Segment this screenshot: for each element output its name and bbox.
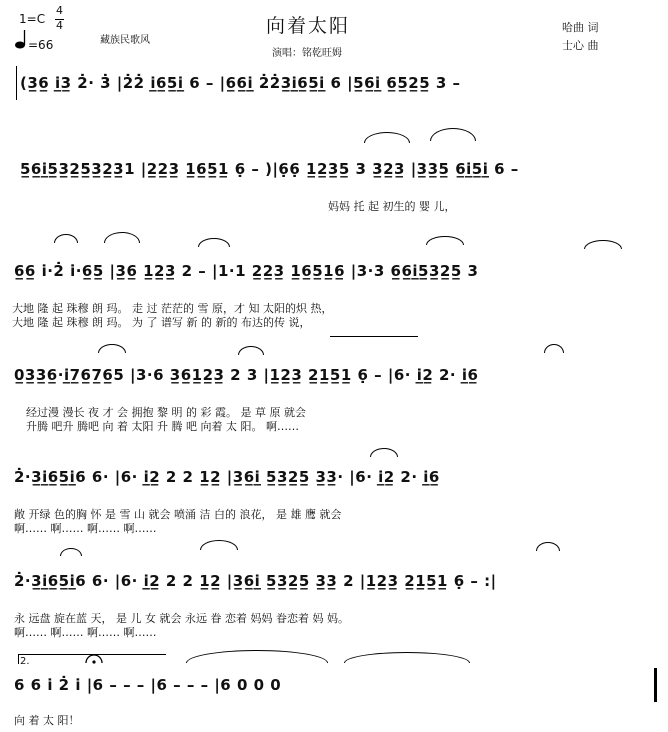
slur — [364, 132, 410, 143]
volta-2: 2. — [20, 656, 30, 667]
slur — [426, 236, 464, 245]
score-line-6: 2̇·3̲i̲6̲5̲i̲6 6· |6· i̲2̲ 2 2 1̲2̲ |3̲6̲i̲ 5̲3̲2̲5̲ 3̲3̲ 2 |1̲2̲3̲ 2̲1̲5̲1̲ 6̣ – :| — [14, 572, 497, 590]
lyrics-line-4b: 升腾 吧升 腾吧 向 着 太阳 升 腾 吧 向着 太 阳。 啊…… — [26, 420, 299, 433]
volta-line — [330, 336, 418, 337]
lyrics-line-3a: 大地 隆 起 珠穆 朗 玛。 走 过 茫茫的 雪 原，才 知 太阳的炽 热， — [12, 302, 333, 315]
lyricist: 哈曲 词 — [562, 21, 599, 34]
volta-bracket — [18, 654, 19, 664]
tempo: =66 — [28, 38, 54, 52]
slur — [430, 128, 476, 141]
score-line-4: 0̲3̲3̲6̲·i̲7̲6̲7̲6̲5 |3·6 3̲6̲1̲2̲3̲ 2 3 |1̲2̲3̲ 2̲1̲5̲1̲ 6̣ – |6· i̲2̲ 2· i̲6̲ — [14, 366, 479, 384]
lyrics-line-5a: 敞 开绿 色的胸 怀 是 雪 山 就会 喷涌 洁 白的 浪花， 是 雄 鹰 就会 — [14, 508, 342, 521]
slur — [238, 346, 264, 355]
slur — [370, 448, 398, 457]
lyrics-line-6a: 永 远盘 旋在蓝 天， 是 儿 女 就会 永远 眷 恋着 妈妈 眷恋着 妈 妈。 — [14, 612, 349, 625]
key-signature: 1=C — [19, 12, 46, 26]
slur — [536, 542, 560, 551]
final-barline — [654, 668, 657, 702]
lyrics-line-6b: 啊…… 啊…… 啊…… 啊…… — [14, 626, 157, 639]
slur — [344, 652, 470, 663]
lyrics-line-4a: 经过漫 漫长 夜 才 会 拥抱 黎 明 的 彩 霞。 是 草 原 就会 — [26, 406, 306, 419]
score-line-5: 2̇·3̲i̲6̲5̲i̲6 6· |6· i̲2̲ 2 2 1̲2̲ |3̲6̲i̲ 5̲3̲2̲5̲ 3̲3̲· |6· i̲2̲ 2· i̲6̲ — [14, 468, 440, 486]
lyrics-line-5b: 啊…… 啊…… 啊…… 啊…… — [14, 522, 157, 535]
lyrics-line-7: 向 着 太 阳！ — [14, 714, 80, 727]
lyrics-line-2: 妈妈 托 起 初生的 婴 儿， — [328, 200, 456, 213]
slur — [54, 234, 78, 243]
barline — [16, 66, 17, 100]
composer: 士心 曲 — [562, 39, 599, 52]
slur — [104, 232, 140, 243]
slur — [584, 240, 622, 249]
score-line-1: (3̲6̲ i̲3̲ 2̇· 3̇ |2̇2̇ i̲6̲5̲i̲ 6 – |6̲6̲i̲ 2̇2̇3̲i̲6̲5̲i̲ 6 |5̲6̲i̲ 6̲5̲2̲5̲ 3 – — [20, 74, 461, 92]
slur — [98, 344, 126, 353]
performer: 演唱：铭乾旺姆 — [272, 48, 342, 59]
time-signature-top: 4 — [56, 4, 63, 17]
score-line-2: 5̲6̲i̲5̲3̲2̲5̲3̲2̲3̲1 |2̲2̲3̲ 1̲6̲5̲1̲ 6̣ – )|6̣6̣ 1̲2̲3̲5̲ 3 3̲2̲3̲ |3̲3̲5̲ 6̲i̲5̲i̲ 6 – — [20, 160, 519, 178]
slur — [198, 238, 230, 247]
slur — [60, 548, 82, 556]
fermata-icon — [84, 652, 104, 666]
score-line-7: 6 6 i̇ 2̇ i̇ |6 – – – |6 – – – |6 0 0 0 — [14, 676, 282, 694]
slur — [544, 344, 564, 353]
time-signature-bottom: 4 — [56, 19, 63, 32]
style-note: 藏族民歌风 — [100, 35, 150, 46]
page-title: 向着太阳 — [266, 15, 351, 37]
slur — [200, 540, 238, 550]
score-line-3: 6̲6̲ i̇·2̇ i̇·6̲5̲ |3̲6̲ 1̲2̲3̲ 2 – |1·1 2̲2̲3̲ 1̲6̲5̲1̲6̲ |3·3 6̲6̲i̲5̲3̲2̲5̲ 3 — [14, 262, 479, 280]
lyrics-line-3b: 大地 隆 起 珠穆 朗 玛。 为 了 谱写 新 的 新的 布达的传 说， — [12, 316, 311, 329]
slur — [186, 650, 328, 663]
